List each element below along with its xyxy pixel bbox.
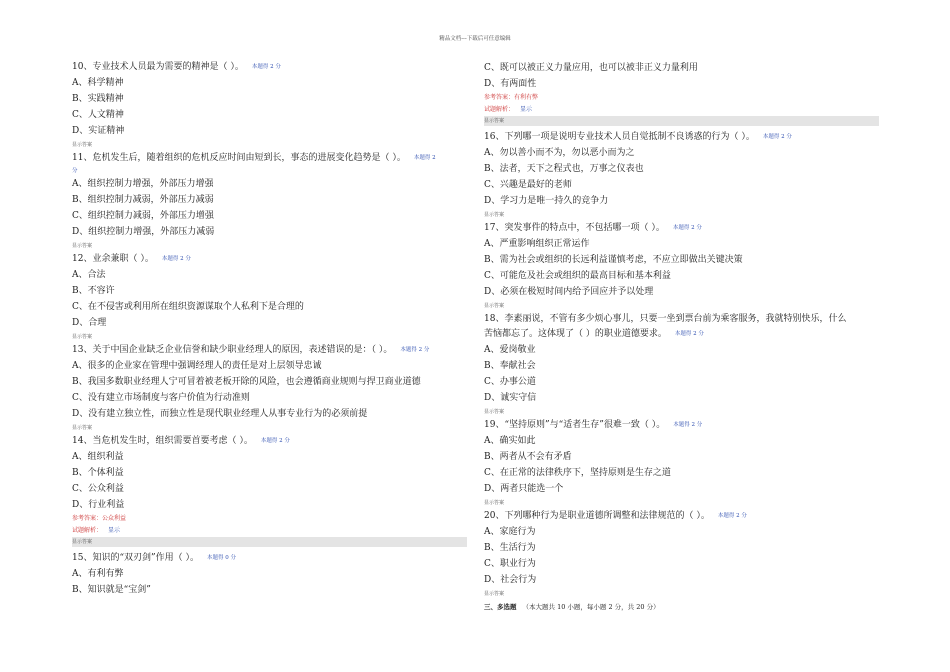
answer-value: 公众利益 — [102, 515, 127, 522]
score-label: 本题得 2 分 — [762, 134, 792, 140]
explanation-show-link[interactable]: 显示 — [520, 106, 533, 113]
section-heading: 三、多选题 — [484, 603, 517, 611]
option-b[interactable]: B、两者从不会有矛盾 — [484, 452, 572, 462]
option-c[interactable]: C、办事公道 — [484, 377, 536, 387]
stem-text-2: 苦恼都忘了。这体现了（ ）的职业道德要求。 — [484, 329, 667, 339]
option-c[interactable]: C、兴趣是最好的老师 — [484, 180, 572, 190]
option-b[interactable]: B、组织控制力减弱，外部压力减弱 — [72, 195, 214, 205]
section-description: （本大题共 10 小题，每小题 2 分，共 20 分） — [522, 603, 660, 611]
show-answer-link[interactable]: 显示答案 — [484, 409, 505, 415]
question-stem — [72, 551, 467, 566]
score-label: 本题得 2 分 — [673, 422, 703, 428]
option-b[interactable]: B、实践精神 — [72, 94, 124, 104]
question-12 — [72, 252, 467, 342]
option-a[interactable]: A、很多的企业家在管理中强调经理人的责任是对上层领导忠诚 — [72, 361, 322, 371]
score-label: 本题得 0 分 — [207, 555, 237, 561]
stem-text: 15、知识的“双刃剑”作用（ ）。 — [72, 553, 200, 563]
question-15-continued — [484, 60, 879, 126]
stem-text: 20、下列哪种行为是职业道德所调整和法律规范的（ ）。 — [484, 511, 710, 521]
left-column — [72, 60, 467, 598]
question-stem — [484, 130, 879, 145]
question-stem — [72, 343, 467, 358]
option-d[interactable]: D、组织控制力增强，外部压力减弱 — [72, 227, 215, 237]
stem-text: 16、下列哪一项是说明专业技术人员自觉抵制不良诱惑的行为（ ）。 — [484, 132, 755, 142]
option-a[interactable]: A、爱岗敬业 — [484, 345, 536, 355]
option-c[interactable]: C、既可以被正义力量应用，也可以被非正义力量利用 — [484, 63, 698, 73]
score-label: 本题得 2 分 — [672, 225, 702, 231]
option-b[interactable]: B、生活行为 — [484, 543, 536, 553]
explanation — [72, 525, 467, 537]
option-d[interactable]: D、学习力是唯一持久的竞争力 — [484, 196, 609, 206]
explanation-label: 试题解析： — [72, 527, 103, 534]
score-label: 本题得 2 分 — [251, 64, 281, 70]
answer-label: 参考答案： — [72, 515, 103, 522]
question-stem — [72, 434, 467, 449]
answer-value: 有利有弊 — [514, 94, 539, 101]
page-header: 精品文档---下载后可任意编辑 — [439, 36, 511, 42]
show-answer-link[interactable]: 显示答案 — [72, 425, 93, 431]
option-d[interactable]: D、实证精神 — [72, 126, 125, 136]
score-label: 本题得 2 分 — [260, 438, 290, 444]
option-c[interactable]: C、职业行为 — [484, 559, 536, 569]
option-b[interactable]: B、奉献社会 — [484, 361, 536, 371]
option-a[interactable]: A、勿以善小而不为，勿以恶小而为之 — [484, 148, 635, 158]
option-d[interactable]: D、必须在极短时间内给予回应并予以处理 — [484, 287, 654, 297]
reference-answer — [484, 92, 879, 104]
show-answer-link[interactable]: 显示答案 — [72, 142, 93, 148]
show-answer-link[interactable]: 显示答案 — [72, 334, 93, 340]
show-answer-link[interactable]: 显示答案 — [484, 212, 505, 218]
stem-text: 11、危机发生后，随着组织的危机反应时间由短到长，事态的进展变化趋势是（ ）。 — [72, 153, 406, 163]
option-c[interactable]: C、在不侵害或利用所在组织资源谋取个人私利下是合理的 — [72, 302, 304, 312]
option-a[interactable]: A、组织控制力增强，外部压力增强 — [72, 179, 214, 189]
reference-answer — [72, 513, 467, 525]
question-stem — [484, 221, 879, 236]
explanation-label: 试题解析： — [484, 106, 515, 113]
question-13 — [72, 343, 467, 433]
show-answer-bar[interactable]: 显示答案 — [484, 116, 879, 126]
option-d[interactable]: D、有两面性 — [484, 79, 537, 89]
show-answer-link[interactable]: 显示答案 — [484, 500, 505, 506]
option-d[interactable]: D、合理 — [72, 318, 107, 328]
option-c[interactable]: C、在正常的法律秩序下，坚持原则是生存之道 — [484, 468, 671, 478]
question-14 — [72, 434, 467, 547]
question-11 — [72, 151, 467, 251]
option-d[interactable]: D、没有建立独立性，而独立性是现代职业经理人从事专业行为的必须前提 — [72, 409, 368, 419]
show-answer-bar[interactable]: 显示答案 — [72, 537, 467, 547]
score-label: 本题得 2 分 — [717, 513, 747, 519]
option-a[interactable]: A、合法 — [72, 270, 106, 280]
option-b[interactable]: B、不容许 — [72, 286, 115, 296]
option-c[interactable]: C、组织控制力减弱，外部压力增强 — [72, 211, 214, 221]
question-stem-line2 — [484, 327, 879, 342]
question-stem — [484, 509, 879, 524]
stem-text: 14、当危机发生时，组织需要首要考虑（ ）。 — [72, 436, 253, 446]
stem-text: 19、“坚持原则”与“适者生存”很难一致（ ）。 — [484, 420, 666, 430]
stem-text: 18、李素丽说，不管有多少烦心事儿，只要一坐到票台前为乘客服务，我就特别快乐，什么 — [484, 314, 847, 324]
question-16 — [484, 130, 879, 220]
question-20 — [484, 509, 879, 599]
score-label: 本题得 2 — [413, 155, 436, 161]
answer-label: 参考答案： — [484, 94, 515, 101]
stem-text: 17、突发事件的特点中，不包括哪一项（ ）。 — [484, 223, 665, 233]
option-a[interactable]: A、有利有弊 — [72, 569, 124, 579]
option-d[interactable]: D、行业利益 — [72, 500, 125, 510]
option-a[interactable]: A、家庭行为 — [484, 527, 536, 537]
option-b[interactable]: B、需为社会或组织的长远利益谨慎考虑，不应立即做出关键决策 — [484, 255, 743, 265]
question-stem — [484, 312, 879, 327]
explanation — [484, 104, 879, 116]
question-15 — [72, 551, 467, 598]
show-answer-link[interactable]: 显示答案 — [484, 303, 505, 309]
question-stem — [72, 151, 467, 166]
question-19 — [484, 418, 879, 508]
score-label-cont — [72, 166, 467, 176]
option-c[interactable]: C、没有建立市场制度与客户价值为行动准则 — [72, 393, 250, 403]
score-label: 本题得 2 分 — [674, 331, 704, 337]
option-c[interactable]: C、公众利益 — [72, 484, 124, 494]
option-b[interactable]: B、法者，天下之程式也，万事之仪表也 — [484, 164, 644, 174]
question-18 — [484, 312, 879, 417]
option-a[interactable]: A、严重影响组织正常运作 — [484, 239, 590, 249]
stem-text: 10、专业技术人员最为需要的精神是（ ）。 — [72, 62, 244, 72]
score-label: 本题得 2 分 — [400, 347, 430, 353]
right-column — [484, 60, 879, 613]
option-c[interactable]: C、可能危及社会或组织的最高目标和基本利益 — [484, 271, 671, 281]
option-b[interactable]: B、知识就是“宝剑” — [72, 585, 151, 595]
question-stem — [484, 418, 879, 433]
option-d[interactable]: D、社会行为 — [484, 575, 537, 585]
option-a[interactable]: A、科学精神 — [72, 78, 124, 88]
option-a[interactable]: A、确实如此 — [484, 436, 536, 446]
question-17 — [484, 221, 879, 311]
option-d[interactable]: D、两者只能选一个 — [484, 484, 564, 494]
section-title — [484, 601, 879, 613]
show-answer-link[interactable]: 显示答案 — [484, 591, 505, 597]
show-answer-link[interactable]: 显示答案 — [72, 243, 93, 249]
explanation-show-link[interactable]: 显示 — [108, 527, 121, 534]
option-d[interactable]: D、诚实守信 — [484, 393, 537, 403]
question-stem — [72, 252, 467, 267]
option-c[interactable]: C、人文精神 — [72, 110, 124, 120]
question-10 — [72, 60, 467, 150]
option-a[interactable]: A、组织利益 — [72, 452, 124, 462]
stem-text: 13、关于中国企业缺乏企业信誉和缺少职业经理人的原因，表述错误的是：（ ）。 — [72, 345, 393, 355]
question-stem — [72, 60, 467, 75]
score-label: 本题得 2 分 — [161, 256, 191, 262]
option-b[interactable]: B、个体利益 — [72, 468, 124, 478]
score-label-tail: 分 — [72, 168, 78, 174]
option-b[interactable]: B、我国多数职业经理人宁可冒着被老板开除的风险，也会遵循商业规则与捍卫商业道德 — [72, 377, 421, 387]
stem-text: 12、业余兼职（ ）。 — [72, 254, 154, 264]
